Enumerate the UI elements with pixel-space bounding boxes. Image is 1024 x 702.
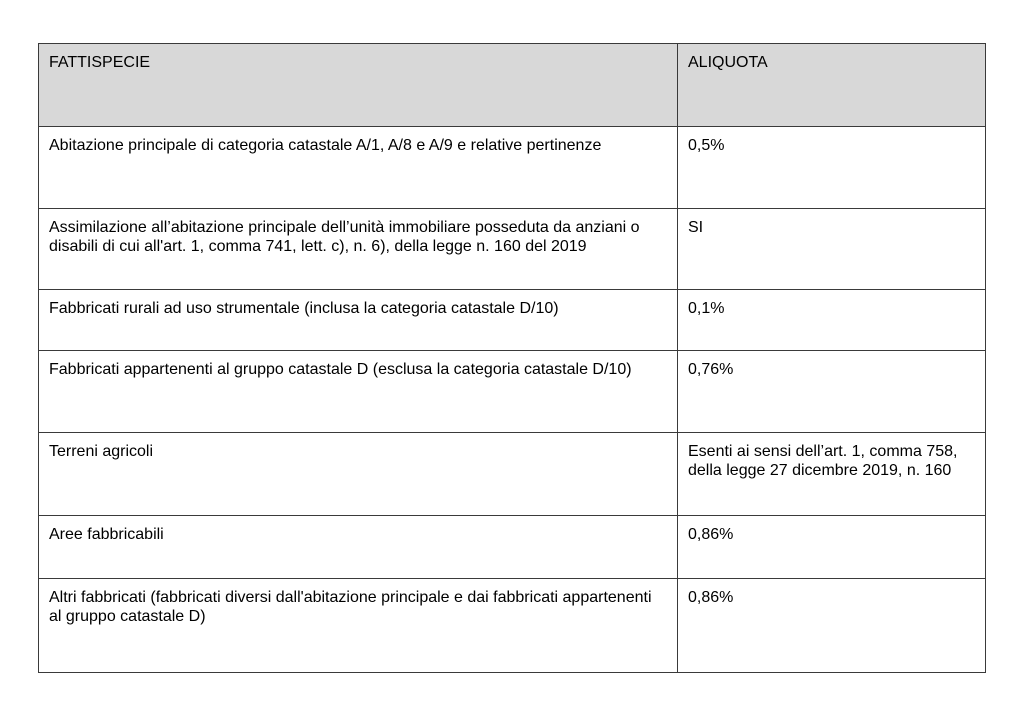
table-row — [39, 351, 986, 433]
cell-fattispecie: Abitazione principale di categoria catastale A/1, A/8 e A/9 e relative pertinenze — [39, 127, 678, 209]
table-header-row — [39, 44, 986, 127]
cell-aliquota: 0,86% — [678, 579, 986, 673]
table-row — [39, 290, 986, 351]
header-aliquota: ALIQUOTA — [678, 44, 986, 127]
rates-table — [38, 43, 986, 673]
cell-aliquota: 0,76% — [678, 351, 986, 433]
cell-aliquota: 0,1% — [678, 290, 986, 351]
cell-fattispecie: Fabbricati rurali ad uso strumentale (inclusa la categoria catastale D/10) — [39, 290, 678, 351]
cell-aliquota: 0,5% — [678, 127, 986, 209]
table-row — [39, 516, 986, 579]
cell-aliquota: 0,86% — [678, 516, 986, 579]
cell-fattispecie: Terreni agricoli — [39, 433, 678, 516]
cell-aliquota: SI — [678, 209, 986, 290]
cell-fattispecie: Altri fabbricati (fabbricati diversi dall'abitazione principale e dai fabbricati appartenenti al gruppo catastale D) — [39, 579, 678, 673]
header-fattispecie: FATTISPECIE — [39, 44, 678, 127]
table-row — [39, 433, 986, 516]
cell-aliquota: Esenti ai sensi dell’art. 1, comma 758, della legge 27 dicembre 2019, n. 160 — [678, 433, 986, 516]
table-row — [39, 579, 986, 673]
cell-fattispecie: Aree fabbricabili — [39, 516, 678, 579]
cell-fattispecie: Assimilazione all’abitazione principale dell’unità immobiliare posseduta da anziani o disabili di cui all'art. 1, comma 741, lett. c), n. 6), della legge n. 160 del 2019 — [39, 209, 678, 290]
cell-fattispecie: Fabbricati appartenenti al gruppo catastale D (esclusa la categoria catastale D/10) — [39, 351, 678, 433]
table-row — [39, 127, 986, 209]
table-row — [39, 209, 986, 290]
